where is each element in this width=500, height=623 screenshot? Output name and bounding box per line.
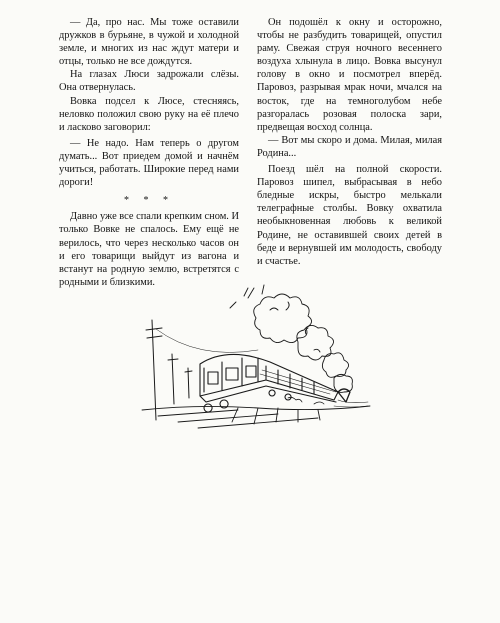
left-column (59, 16, 239, 289)
paragraph: На глазах Люси задрожали слёзы. Она отвернулась. (59, 69, 239, 94)
smoke-icon (230, 285, 352, 392)
section-separator: * * * (124, 195, 174, 207)
right-column (257, 16, 442, 268)
paragraph: Давно уже все спали крепким сном. И только Вовке не спалось. Ему ещё не верилось, что через несколько часов он и его товарищи выйдут из вагона и встанут на родную землю, встретятся с родными и близкими. (59, 211, 239, 288)
paragraph: — Вот мы скоро и дома. Милая, милая Родина... (257, 134, 442, 159)
paragraph: — Не надо. Нам теперь о другом думать... Вот приедем домой и начнём учиться, работать. Широкие перед нами дороги! (59, 137, 239, 189)
paragraph: Он подошёл к окну и осторожно, чтобы не разбудить товарищей, опустил раму. Свежая струя ночного весеннего воздуха хлынула в лицо. Вовка высунул голову в окно и посмотрел вперёд. Паровоз, разрывая мрак ночи, мчался на восток, где на темноголубом небе разгоралась розовая полоска зари, предвещая восход солнца. (257, 17, 442, 133)
paragraph: Вовка подсел к Люсе, стесняясь, неловко положил свою руку на её плечо и ласково заговорил: (59, 95, 239, 133)
paragraph: — Да, про нас. Мы тоже оставили дружков в бурьяне, в чужой и холодной земле, и многих из нас ждут матери и отцы, только не все дождутся. (59, 17, 239, 68)
paragraph: Поезд шёл на полной скорости. Паровоз шипел, выбрасывая в небо бледные искры, быстро мелькали телеграфные столбы. Вовку охватила необыкновенная любовь к великой Родине, не оставившей своих детей в беде и вернувшей им молодость, свободу и счастье. (257, 164, 442, 267)
train (200, 354, 350, 412)
train-sketch-icon (138, 280, 373, 435)
telegraph-poles (146, 320, 258, 420)
